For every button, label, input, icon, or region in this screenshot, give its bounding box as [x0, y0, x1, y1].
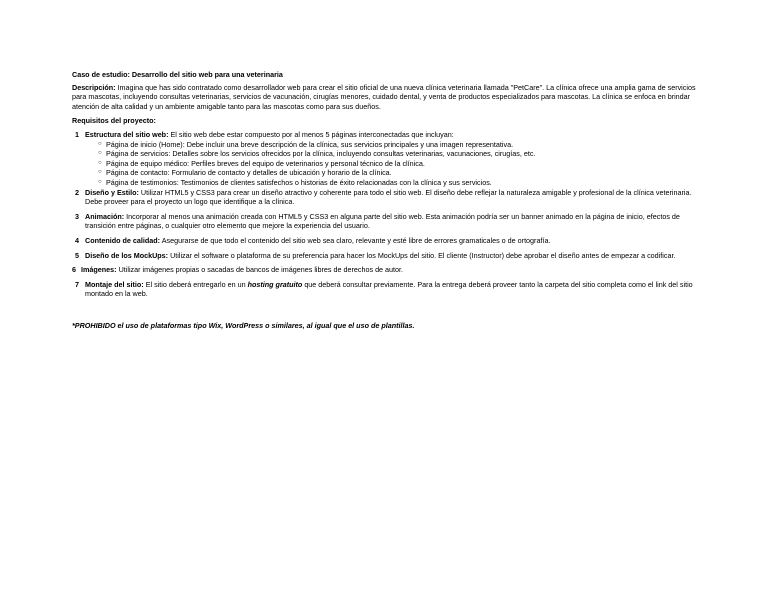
- description-label: Descripción:: [72, 82, 116, 92]
- requirement-number: 3: [75, 211, 79, 221]
- requirement-5: [72, 251, 698, 261]
- prohibition-note: *PROHIBIDO el uso de plataformas tipo Wix, WordPress o similares, al igual que el uso de plantillas.: [72, 320, 415, 330]
- circle-bullet-icon: ○: [98, 169, 102, 176]
- list-item: ○ Página de contacto: Formulario de contacto y detalles de ubicación y horario de la clínica.: [98, 168, 392, 178]
- requirement-text: El sitio web debe estar compuesto por al menos 5 páginas interconectadas que incluyan:: [170, 129, 454, 139]
- requirements-heading: Requisitos del proyecto:: [72, 116, 156, 126]
- list-item: ○ Página de equipo médico: Perfiles breves del equipo de veterinarios y personal técnico de la clínica.: [98, 158, 425, 168]
- requirement-label: Montaje del sitio:: [85, 279, 144, 289]
- requirement-text: Incorporar al menos una animación creada con HTML5 y CSS3 en alguna parte del sitio web. Esta animación podría ser un banner animado en la página de inicio, efectos de transición entre páginas, o cualquier otro elemento que mejore la experiencia del usuario.: [85, 211, 680, 231]
- document-title: Caso de estudio: Desarrollo del sitio web para una veterinaria: [72, 70, 283, 79]
- requirement-label: Animación:: [85, 211, 125, 221]
- requirement-number: 7: [75, 279, 79, 289]
- requirement-6: [72, 265, 698, 275]
- requirement-label: Diseño y Estilo:: [85, 187, 139, 197]
- requirement-1: [72, 130, 698, 188]
- requirement-text: Utilizar el software o plataforma de su preferencia para hacer los MockUps del sitio. El cliente (Instructor) debe aprobar el diseño antes de empezar a codificar.: [170, 250, 676, 260]
- circle-bullet-icon: ○: [98, 150, 102, 157]
- requirement-text-continued: que deberá consultar previamente. Para la entrega deberá proveer tanto la carpeta del sitio completa como el link del sitio montado en la web.: [85, 279, 693, 299]
- requirement-label: Contenido de calidad:: [85, 235, 161, 245]
- page-list: [85, 140, 698, 188]
- requirement-3: [72, 212, 698, 231]
- requirement-label: Diseño de los MockUps:: [85, 250, 169, 260]
- list-item: ○ Página de inicio (Home): Debe incluir una breve descripción de la clínica, sus servicios principales y una imagen representativa.: [98, 139, 514, 149]
- description-text: Imagina que has sido contratado como desarrollador web para crear el sitio oficial de una nueva clínica veterinaria llamada "PetCare". La clínica ofrece una amplia gama de servicios para mascotas, incluyendo consultas veterinarias, servicios de vacunación, cirugías menores, cuidado dental, y venta de productos especializados para mascotas. La clínica se enfoca en brindar atención de alta calidad y un ambiente amigable tanto para las mascotas como para sus dueños.: [72, 82, 696, 111]
- requirement-text: Asegurarse de que todo el contenido del sitio web sea claro, relevante y esté libre de errores gramaticales o de ortografía.: [161, 235, 551, 245]
- requirement-number: 1: [75, 129, 79, 139]
- requirement-label: Estructura del sitio web:: [85, 129, 169, 139]
- requirement-number: 4: [75, 235, 79, 245]
- requirement-4: [72, 236, 698, 246]
- document: [72, 70, 698, 338]
- circle-bullet-icon: ○: [98, 159, 102, 166]
- description-paragraph: [72, 83, 698, 112]
- circle-bullet-icon: ○: [98, 140, 102, 147]
- list-item: ○ Página de servicios: Detalles sobre los servicios ofrecidos por la clínica, incluyendo consultas veterinarias, vacunaciones, cirugías, etc.: [98, 149, 536, 159]
- requirement-label: Imágenes:: [81, 265, 117, 275]
- circle-bullet-icon: ○: [98, 178, 102, 185]
- requirement-number: 2: [75, 187, 79, 197]
- requirement-text: El sitio deberá entregarlo en un: [145, 279, 246, 289]
- list-item: ○ Página de testimonios: Testimonios de clientes satisfechos o historias de éxito relacionadas con la clínica y sus servicios.: [98, 177, 492, 187]
- requirement-number: 6: [72, 265, 76, 275]
- requirement-text: Utilizar imágenes propias o sacadas de bancos de imágenes libres de derechos de autor.: [118, 265, 404, 275]
- requirement-text: Utilizar HTML5 y CSS3 para crear un diseño atractivo y coherente para todo el sitio web. El diseño debe reflejar la naturaleza amigable y profesional de la clínica veterinaria. Debe proveer para el proyecto un logo que identifique a la clínica.: [85, 187, 692, 207]
- requirement-number: 5: [75, 250, 79, 260]
- requirement-2: [72, 188, 698, 207]
- hosting-emphasis: hosting gratuito: [247, 279, 303, 289]
- requirement-7: [72, 280, 698, 299]
